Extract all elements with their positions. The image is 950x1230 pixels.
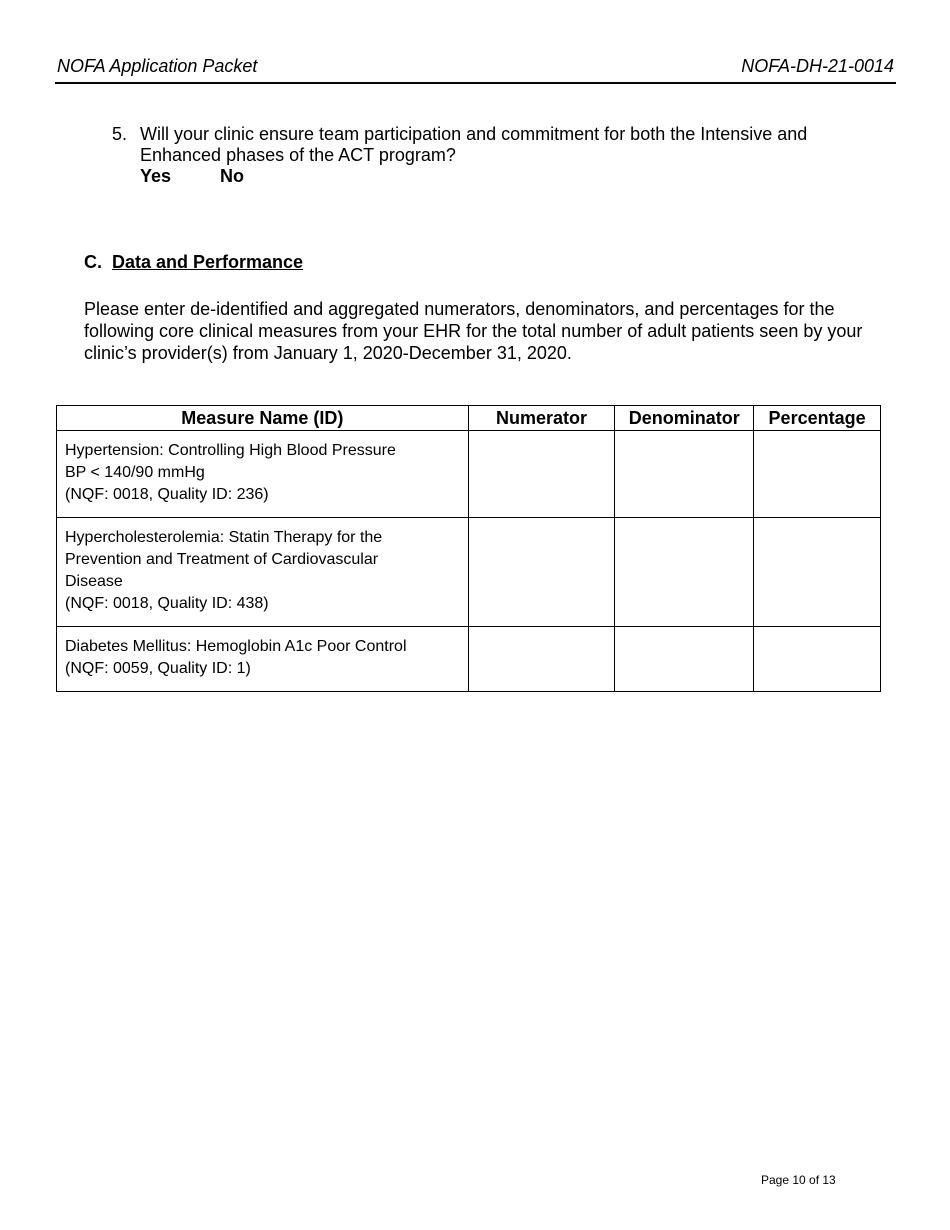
header-denominator: Denominator — [615, 406, 754, 431]
percentage-cell[interactable] — [754, 518, 881, 627]
table-row — [57, 627, 881, 692]
denominator-cell[interactable] — [615, 627, 754, 692]
measure-name-cell — [57, 431, 469, 518]
measure-line: BP < 140/90 mmHg — [65, 464, 205, 481]
table-row — [57, 431, 881, 518]
intro-line-1: Please enter de-identified and aggregated numerators, denominators, and percentages for the — [84, 299, 835, 319]
measure-name-cell — [57, 518, 469, 627]
numerator-cell[interactable] — [468, 627, 615, 692]
measure-line: (NQF: 0018, Quality ID: 236) — [65, 486, 269, 503]
page-number: Page 10 of 13 — [761, 1173, 836, 1187]
measure-line: (NQF: 0018, Quality ID: 438) — [65, 595, 269, 612]
measure-name-cell — [57, 627, 469, 692]
header-document-title: NOFA Application Packet — [57, 56, 258, 76]
header-measure-name: Measure Name (ID) — [57, 406, 469, 431]
denominator-cell[interactable] — [615, 431, 754, 518]
measure-line: (NQF: 0059, Quality ID: 1) — [65, 660, 251, 677]
section-intro — [84, 298, 899, 364]
percentage-cell[interactable] — [754, 627, 881, 692]
intro-line-2: following core clinical measures from your EHR for the total number of adult patients seen by your — [84, 321, 863, 341]
question-text-line-1: Will your clinic ensure team participation and commitment for both the Intensive and — [140, 124, 808, 144]
numerator-cell[interactable] — [468, 518, 615, 627]
measures-table — [56, 405, 881, 692]
question-text-line-2: Enhanced phases of the ACT program? — [140, 145, 456, 165]
section-heading — [84, 252, 303, 273]
section-title: Data and Performance — [112, 252, 304, 272]
table-row — [57, 518, 881, 627]
denominator-cell[interactable] — [615, 518, 754, 627]
measure-line: Hypertension: Controlling High Blood Pressure — [65, 442, 396, 459]
percentage-cell[interactable] — [754, 431, 881, 518]
question-5 — [112, 124, 872, 187]
measure-line: Hypercholesterolemia: Statin Therapy for the — [65, 529, 383, 546]
question-number: 5. — [112, 124, 128, 144]
header-numerator: Numerator — [468, 406, 615, 431]
option-yes[interactable]: Yes — [140, 166, 172, 186]
section-letter: C. — [84, 252, 102, 272]
measure-line: Diabetes Mellitus: Hemoglobin A1c Poor Control — [65, 638, 407, 655]
answer-options — [140, 166, 872, 187]
page-header — [55, 56, 896, 84]
measure-line: Prevention and Treatment of Cardiovascular — [65, 551, 379, 568]
intro-line-3: clinic’s provider(s) from January 1, 2020-December 31, 2020. — [84, 343, 572, 363]
header-nofa-number: NOFA-DH-21-0014 — [741, 56, 894, 76]
header-percentage: Percentage — [754, 406, 881, 431]
measure-line: Disease — [65, 573, 123, 590]
question-text — [140, 124, 872, 166]
table-header-row — [57, 406, 881, 431]
numerator-cell[interactable] — [468, 431, 615, 518]
option-no[interactable]: No — [220, 166, 244, 186]
